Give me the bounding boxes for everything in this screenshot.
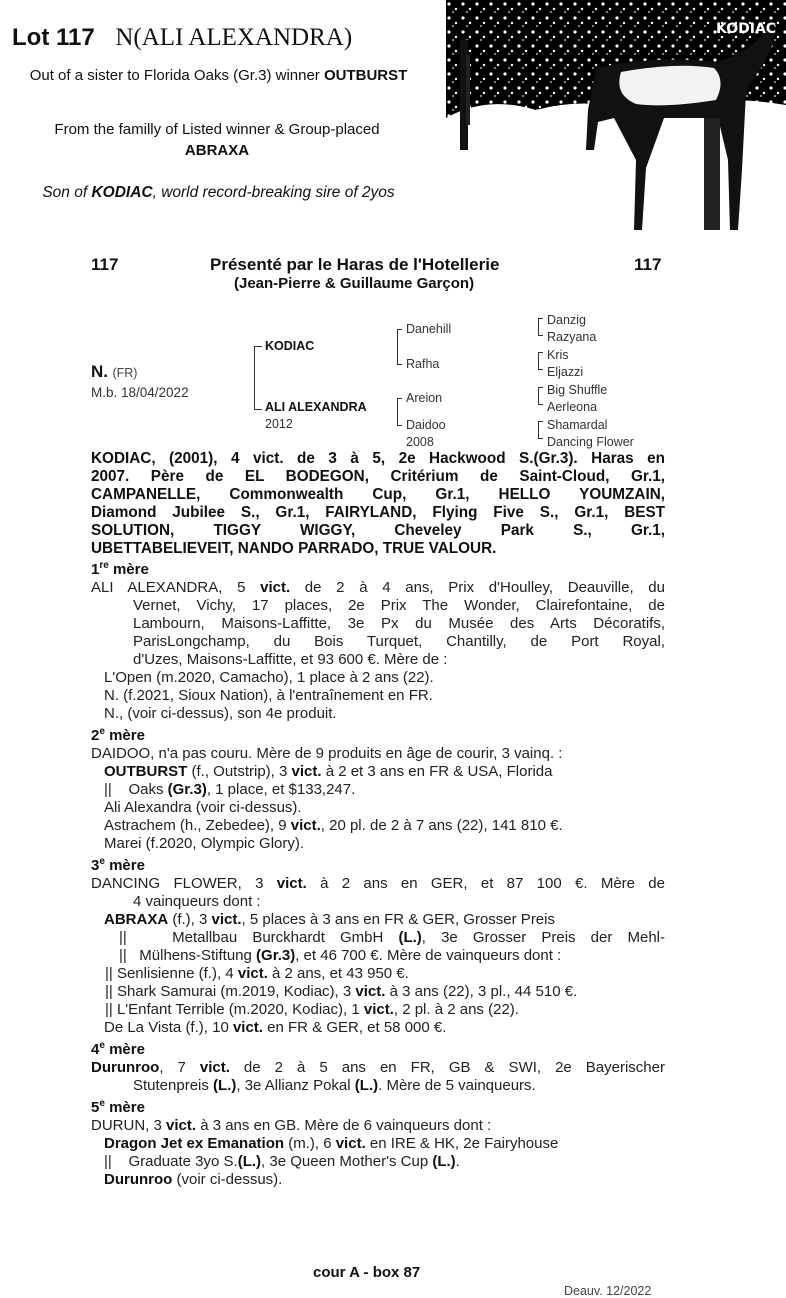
- lot-number-left: 117: [91, 255, 119, 274]
- lot-title: [12, 24, 352, 52]
- ss-dam: Razyana: [547, 330, 597, 344]
- dam-year: 2012: [265, 417, 293, 431]
- section-4e-mere: 4e mère: [91, 1040, 145, 1058]
- sd-dam: Eljazzi: [547, 365, 584, 379]
- dd-sire: Shamardal: [547, 418, 608, 432]
- dam-dam: Daidoo: [406, 418, 446, 432]
- horse-name: N(ALI ALEXANDRA): [115, 24, 353, 51]
- sale-note: Deauv. 12/2022: [564, 1284, 652, 1298]
- sire-dam: Rafha: [406, 357, 440, 371]
- bracket-line: [254, 346, 255, 410]
- horse-silhouette-image: [446, 0, 786, 237]
- sire-sire: Danehill: [406, 322, 452, 336]
- abraxa-line: ABRAXA: [184, 142, 250, 159]
- ds-dam: Aerleona: [547, 400, 598, 414]
- female-line: 1re mère ALI ALEXANDRA, 5 vict. de 2 à 4 ans, Prix d'Houlley, Deauville, du Vernet, Vichy, 17 places, 2e Prix The Wonder, Clairefontaine, de Lambourn, Maisons-Laffitte, 3e Px du Musée des Arts Décoratifs, ParisLongchamp, du Bois Turquet, Chantilly, de Port Royal, d'Uzes, Maisons-Laffitte, et 93 600 €. Mère de : L'Open (m.2020, Camacho), 1 place à 2 ans (22). N. (f.2021, Sioux Nation), à l'entraînement en FR. N., (voir ci-dessus), son 4e produit. 2e mère DAIDOO, n'a pas couru. Mère de 9 produits en âge de courir, 3 vainq. : OUTBURST (f., Outstrip), 3 vict. à 2 et 3 ans en FR & USA, Florida || Oaks (Gr.3), 1 place, et $133,247. Ali Alexandra (voir ci-dessus). Astrachem (h., Zebedee), 9 vict., 20 pl. de 2 à 7 ans (22), 141 810 €. Marei (f.2020, Olympic Glory). 3e mère DANCING FLOWER, 3 vict. à 2 ans en GER, et 87 100 €. Mère de 4 vainqueurs dont : ABRAXA (f.), 3 vict., 5 places à 3 ans en FR & GER, Grosser Preis || Metallbau Burckhardt GmbH (L.), 3e Grosser Preis der Mehl- || Mülhens-Stiftung (Gr.3), et 46 700 €. Mère de vainqueurs dont : || Senlisienne (f.), 4 vict. à 2 ans, et 43 950 €. || Shark Samurai (m.2019, Kodiac), 3 vict. à 3 ans (22), 3 pl., 44 510 €. || L'Enfant Terrible (m.2020, Kodiac), 1 vict., 2 pl. à 2 ans (22). De La Vista (f.), 10 vict. en FR & GER, et 58 000 €. 4e mère Durunroo, 7 vict. de 2 à 5 ans en FR, GB & SWI, 2e Bayerischer Stutenpreis (L.), 3e Allianz Pokal (L.). Mère de 5 vainqueurs. 5e mère DURUN, 3 vict. à 3 ans en GB. Mère de 6 vainqueurs dont : Dragon Jet ex Emanation (m.), 6 vict. en IRE & HK, 2e Fairyhouse || Graduate 3yo S.(L.), 3e Queen Mother's Cup (L.). Durunroo (voir ci-dessus).: [91, 557, 665, 1189]
- lot-number-right: 117: [634, 255, 662, 274]
- section-3e-mere: 3e mère: [91, 856, 145, 874]
- dam-dam-year: 2008: [406, 435, 434, 449]
- foal-name: N. (FR): [91, 362, 138, 381]
- dd-dam: Dancing Flower: [547, 435, 634, 449]
- section-5e-mere: 5e mère: [91, 1098, 145, 1116]
- birth-info: M.b. 18/04/2022: [91, 385, 189, 400]
- outburst-line: Out of a sister to Florida Oaks (Gr.3) winner OUTBURST: [29, 67, 408, 84]
- ss-sire: Danzig: [547, 313, 586, 327]
- dam-sire: Areion: [406, 391, 443, 405]
- sire: KODIAC: [265, 339, 315, 353]
- horse-photo: [446, 0, 786, 237]
- sire-summary: KODIAC, (2001), 4 vict. de 3 à 5, 2e Hackwood S.(Gr.3). Haras en 2007. Père de EL BODEGON, Critérium de Saint-Cloud, Gr.1, CAMPANELLE, Commonwealth Cup, Gr.1, HELLO YOUMZAIN, Diamond Jubilee S., Gr.1, FAIRYLAND, Flying Five S., Gr.1, BEST SOLUTION, TIGGY WIGGY, Cheveley Park S., Gr.1, UBETTABELIEVEIT, NANDO PARRADO, TRUE VALOUR.: [91, 450, 665, 557]
- kodiac-line: Son of KODIAC, world record-breaking sire of 2yos: [42, 184, 395, 201]
- sd-sire: Kris: [547, 348, 569, 362]
- presenter: Présenté par le Haras de l'Hotellerie: [210, 255, 500, 274]
- dam: ALI ALEXANDRA: [265, 400, 367, 414]
- ds-sire: Big Shuffle: [547, 383, 608, 397]
- section-1re-mere: 1re mère: [91, 560, 149, 578]
- box-location: cour A - box 87: [313, 1264, 421, 1281]
- section-2e-mere: 2e mère: [91, 726, 145, 744]
- family-line: From the familly of Listed winner & Group-placed: [54, 121, 380, 138]
- photo-caption: KODIAC: [716, 21, 777, 37]
- owners: (Jean-Pierre & Guillaume Garçon): [234, 275, 475, 292]
- lot-number: Lot 117: [12, 24, 95, 51]
